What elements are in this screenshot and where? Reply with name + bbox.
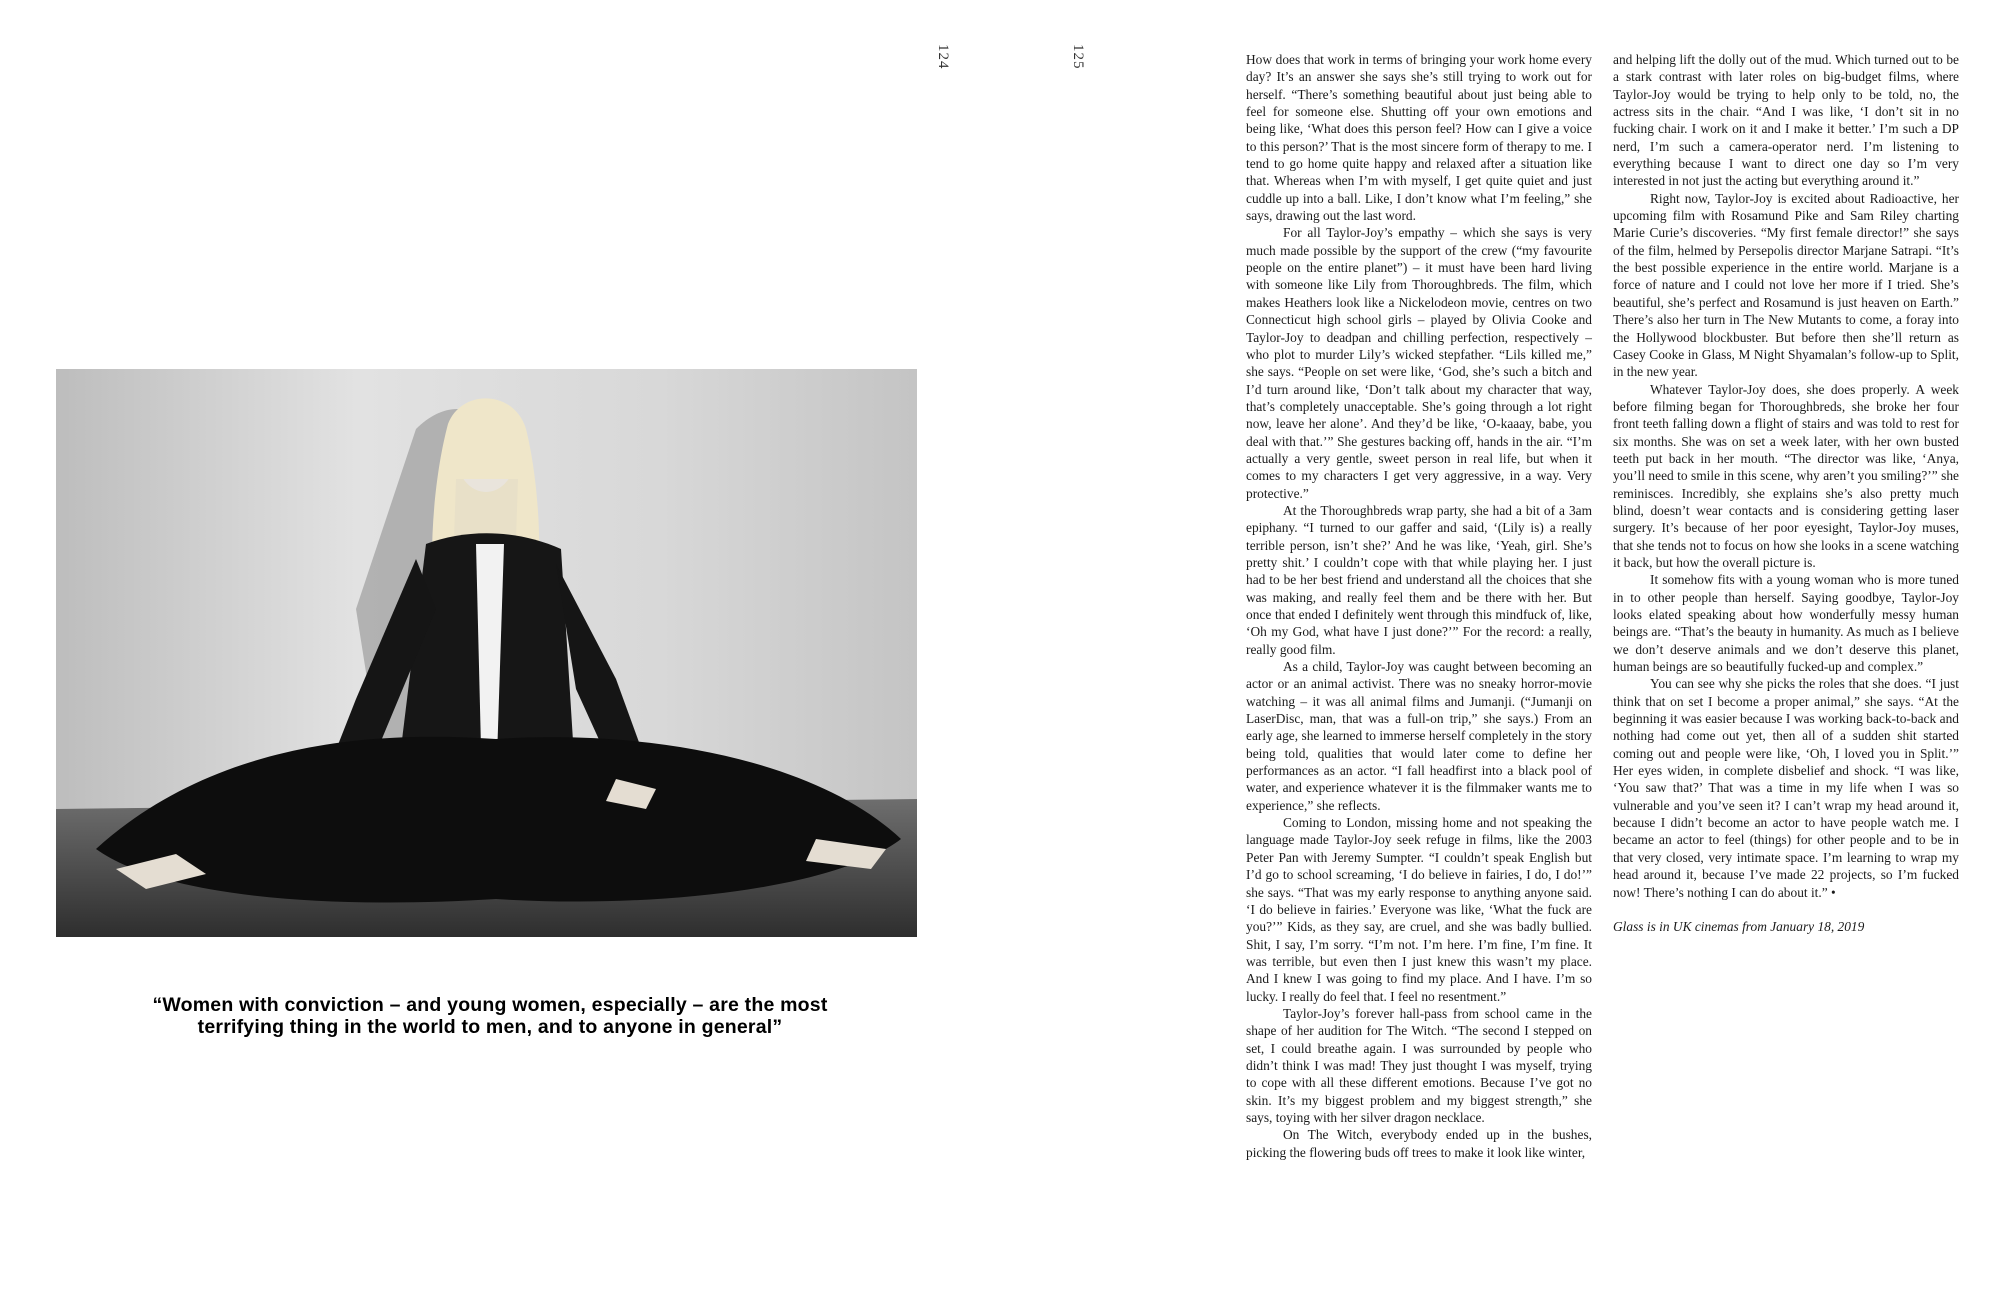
article-paragraph: Coming to London, missing home and not speaking the language made Taylor-Joy seek refuge in films, like the 2003 Peter Pan with Jeremy Sumpter. “I couldn’t speak English but I’d go to school screaming, ‘I do believe in fairies, I do, I do!’” she says. “That was my early response to anything anyone said. ‘I do believe in fairies.’ Everyone was like, ‘What the fuck are you?’” Kids, as they say, are cruel, and she was badly bullied. Shit, I say, I’m sorry. “I’m not. I’m here. I’m fine, I’m fine. It was terrible, but even then I just knew this wasn’t my place. And I knew I was going to find my place. And I have. I’m so lucky. I really do feel that. I feel no resentment.” [1246, 815, 1592, 1004]
article-paragraph: You can see why she picks the roles that she does. “I just think that on set I become a proper animal,” she says. “At the beginning it was easier because I was working back-to-back and nothing had come out yet, then all of a sudden shit started coming out and people were like, ‘Oh, I loved you in Split.’” Her eyes widen, in complete disbelief and shock. “I was like, ‘You saw that?’ That was a time in my life when I was so vulnerable and you’ve seen it? I can’t wrap my head around it, because I didn’t become an actor to have people watch me. I became an actor to feel (things) for other people and to be in that very closed, very intimate space. I’m learning to wrap my head around it, because I’ve made 22 projects, so I’m fucked now! There’s nothing I can do about it.” • [1613, 676, 1959, 900]
article-paragraph: Right now, Taylor-Joy is excited about Radioactive, her upcoming film with Rosamund Pike and Sam Riley charting Marie Curie’s discoveries. “My first female director!” she says of the film, helmed by Persepolis director Marjane Satrapi. “It’s the best possible experience in the entire world. Marjane is a force of nature and I could not love her more if I tried. She’s beautiful, she’s perfect and Rosamund is just heaven on Earth.” There’s also her turn in The New Mutants to come, a foray into the Hollywood blockbuster. But before then she’ll return as Casey Cooke in Glass, M Night Shyamalan’s follow-up to Split, in the new year. [1613, 190, 1959, 380]
article-paragraph: Whatever Taylor-Joy does, she does properly. A week before filming began for Thoroughbreds, she broke her four front teeth falling down a flight of stairs and was told to rest for six months. She was on set a week later, with her own busted teeth put back in her mouth. “The director was like, ‘Anya, you’ll need to smile in this scene, why aren’t you smiling?’” she reminisces. Incredibly, she explains she’s also pretty much blind, doesn’t wear contacts and is considering getting laser surgery. It’s because of her poor eyesight, Taylor-Joy muses, that she tends not to focus on how she looks in a scene watching it back, but how the overall picture is. [1613, 381, 1959, 570]
pull-quote: “Women with conviction – and young women, especially – are the most terrifying thing in the world to men, and to anyone in general” [152, 994, 828, 1038]
page-number-right: 125 [1070, 44, 1086, 70]
article-paragraph: At the Thoroughbreds wrap party, she had a bit of a 3am epiphany. “I turned to our gaffer and said, ‘(Lily is) a really terrible person, isn’t she?’ And he was like, ‘Yeah, girl. She’s pretty shit.’ I couldn’t cope with that while playing her. I just had to be her best friend and understand all the choices that she was making, and really feel them and be there with her. But once that ended I definitely went through this mindfuck of, like, ‘Oh my God, what have I just done?’” For the record: a really, really good film. [1246, 502, 1592, 657]
release-credit: Glass is in UK cinemas from January 18, 2019 [1613, 918, 1865, 934]
article-paragraph: For all Taylor-Joy’s empathy – which she says is very much made possible by the support of the crew (“my favourite people on the entire planet”) – it must have been hard living with someone like Lily from Thoroughbreds. The film, which makes Heathers look like a Nickelodeon movie, centres on two Connecticut high school girls – played by Olivia Cooke and Taylor-Joy to deadpan and chilling perfection, respectively – who plot to murder Lily’s wicked stepfather. “Lils killed me,” she says. “People on set were like, ‘God, she’s such a bitch and I’d turn around like, ‘Don’t talk about my character that way, that’s completely unacceptable. She’s going through a lot right now, leave her alone’. And they’d be like, ‘O-kaaay, babe, you deal with that.’” She gestures backing off, hands in the air. “I’m actually a very gentle, sweet person in real life, but when it comes to my characters I get very aggressive, in a way. Very protective.” [1246, 225, 1592, 501]
portrait-photo [56, 369, 917, 937]
article-paragraph: On The Witch, everybody ended up in the bushes, picking the flowering buds off trees to make it look like winter, [1246, 1127, 1592, 1160]
article-paragraph: How does that work in terms of bringing your work home every day? It’s an answer she says she’s still trying to work out for herself. “There’s something beautiful about just being able to feel for someone else. Shutting off your own emotions and being like, ‘What does this person feel? How can I give a voice to this person?’ That is the most sincere form of therapy to me. I tend to go home quite happy and relaxed after a situation like that. Whereas when I’m with myself, I get quite quiet and just cuddle up into a ball. Like, I don’t know what I’m feeling,” she says, drawing out the last word. [1246, 52, 1592, 224]
article-paragraph: and helping lift the dolly out of the mud. Which turned out to be a stark contrast with later roles on big-budget films, where Taylor-Joy would be trying to help only to be told, no, the actress sits in the chair. “And I was like, ‘I don’t sit in no fucking chair. I work on it and I make it better.’ I’m such a DP nerd, I’m such a camera-operator nerd. I’m listening to everything because I want to direct one day so I’m very interested in not just the acting but everything around it.” [1613, 52, 1959, 189]
article-paragraph: It somehow fits with a young woman who is more tuned in to other people than herself. Saying goodbye, Taylor-Joy looks elated speaking about how wonderfully messy human beings are. “That’s the beauty in humanity. As much as I believe we don’t deserve animals and we don’t deserve this planet, human beings are so beautifully fucked-up and complex.” [1613, 572, 1959, 675]
article-column-1 [1246, 51, 1592, 1161]
page-number-left: 124 [935, 44, 951, 70]
article-paragraph: As a child, Taylor-Joy was caught between becoming an actor or an animal activist. There was no sneaky horror-movie watching – it was all animal films and Jumanji. (“Jumanji on LaserDisc, man, that was a full-on trip,” she says.) From an early age, she learned to immerse herself completely in the story being told, qualities that would later come to define her performances as an actor. “I fall headfirst into a black pool of water, and experience whatever it is the filmmaker wants me to experience,” she reflects. [1246, 659, 1592, 813]
photo-illustration [56, 369, 917, 937]
article-column-2 [1613, 51, 1959, 935]
article-paragraph: Taylor-Joy’s forever hall-pass from school came in the shape of her audition for The Witch. “The second I stepped on set, I could breathe again. I was surrounded by people who didn’t think I was mad! They just thought I was myself, trying to cope with all these different emotions. Because I’ve got no skin. It’s my biggest problem and my biggest strength,” she says, toying with her silver dragon necklace. [1246, 1005, 1592, 1125]
